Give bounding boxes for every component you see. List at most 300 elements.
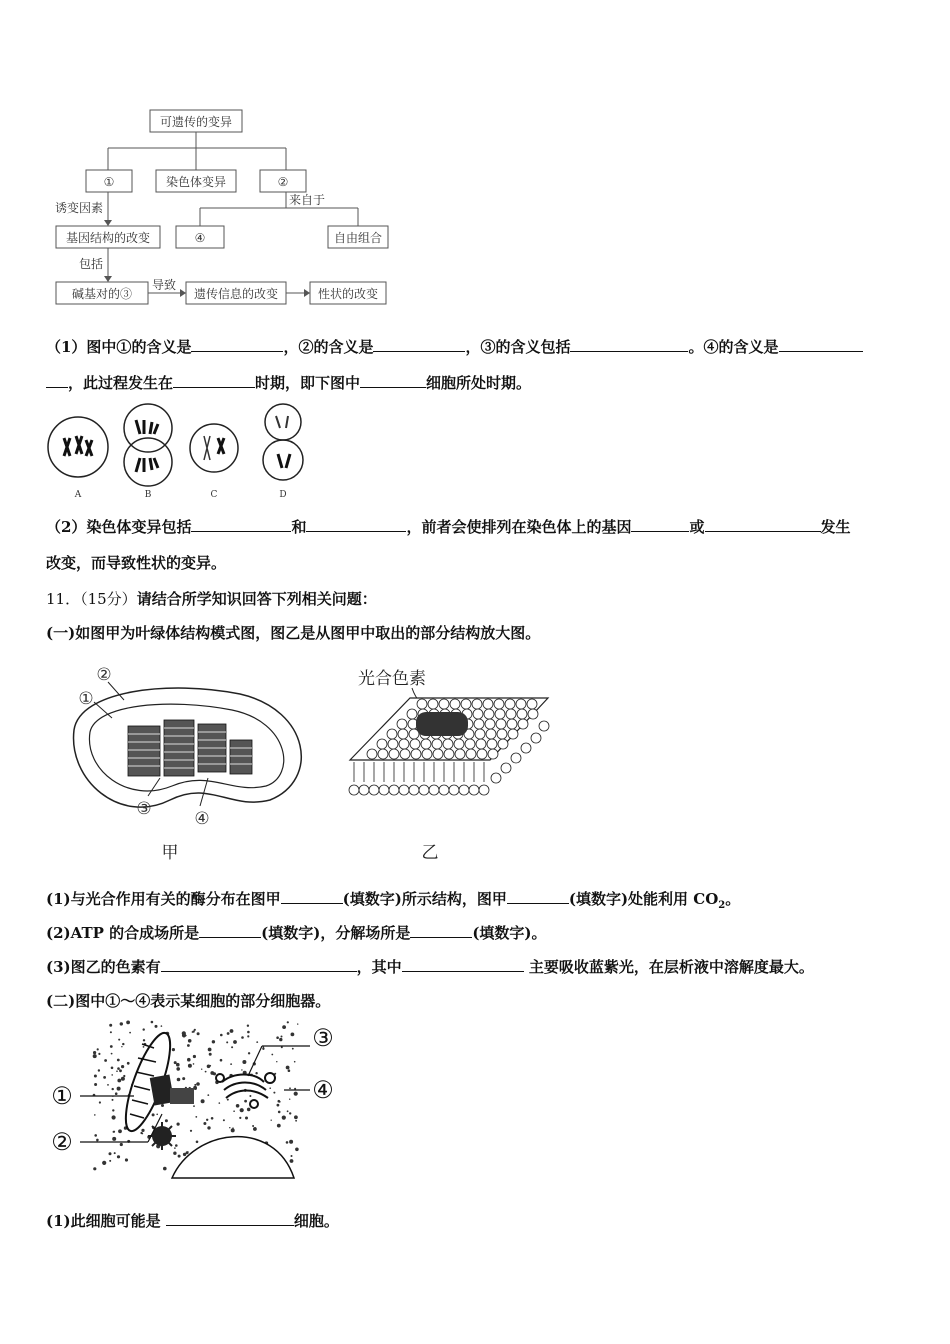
- cytoplasm-dot: [140, 1132, 142, 1134]
- q1-line2: [46, 372, 531, 393]
- q2-line2: 改变，而导致性状的变异。: [46, 554, 227, 572]
- cell-division-figure: [40, 400, 320, 504]
- cytoplasm-dot: [125, 1158, 128, 1161]
- cytoplasm-dot: [236, 1104, 240, 1108]
- lipid-head: [475, 729, 485, 739]
- t1-text-b: 细胞。: [293, 1212, 339, 1230]
- cytoplasm-dot: [294, 1092, 298, 1096]
- cytoplasm-dot: [295, 1120, 297, 1122]
- text-gene-change: 基因结构的改变: [65, 231, 151, 245]
- cytoplasm-dot: [115, 1092, 118, 1095]
- cytoplasm-dot: [289, 1087, 291, 1089]
- q11-s3: [46, 956, 814, 977]
- cytoplasm-dot: [116, 1070, 118, 1072]
- cytoplasm-dot: [247, 1025, 249, 1027]
- text-from: 来自于: [288, 193, 326, 207]
- cytoplasm-dot: [151, 1021, 154, 1024]
- s3-blank-2[interactable]: [402, 957, 524, 972]
- cytoplasm-dot: [190, 1130, 192, 1132]
- lipid-head: [422, 749, 432, 759]
- lipid-head: [378, 749, 388, 759]
- q1-blank-6[interactable]: [360, 373, 426, 388]
- cytoplasm-dot: [288, 1069, 291, 1072]
- cytoplasm-dot: [129, 1032, 131, 1034]
- lipid-head: [417, 699, 427, 709]
- cytoplasm-dot: [211, 1117, 214, 1120]
- lipid-head: [461, 699, 471, 709]
- s1-text-a: (1)与光合作用有关的酶分布在图甲: [46, 890, 281, 908]
- cytoplasm-dot: [117, 1155, 120, 1158]
- lipid-head: [476, 739, 486, 749]
- cytoplasm-dot: [220, 1034, 223, 1037]
- chloroplast-figure: [60, 660, 310, 870]
- cytoplasm-dot: [93, 1054, 97, 1058]
- cytoplasm-dot: [277, 1124, 281, 1128]
- cytoplasm-dot: [279, 1038, 282, 1041]
- cytoplasm-dot: [269, 1087, 271, 1089]
- q11-t1: [46, 1210, 339, 1231]
- lipid-head: [439, 699, 449, 709]
- t1-blank-1[interactable]: [166, 1211, 294, 1226]
- cytoplasm-dot: [249, 1095, 251, 1097]
- cytoplasm-dot: [208, 1048, 212, 1052]
- cytoplasm-dot: [103, 1076, 106, 1079]
- label-cell-a: A: [74, 490, 82, 500]
- cytoplasm-dot: [94, 1075, 97, 1078]
- cytoplasm-dot: [113, 1131, 115, 1133]
- cytoplasm-dot: [226, 1041, 228, 1043]
- cytoplasm-dot: [291, 1155, 293, 1157]
- cytoplasm-dot: [174, 1147, 176, 1149]
- text-root: 可遗传的变异: [159, 115, 233, 129]
- cytoplasm-dot: [109, 1152, 112, 1155]
- cytoplasm-dot: [152, 1113, 155, 1116]
- cytoplasm-dot: [126, 1021, 130, 1025]
- cytoplasm-dot: [117, 1067, 120, 1070]
- lipid-head: [496, 719, 506, 729]
- lipid-head: [516, 699, 526, 709]
- cytoplasm-dot: [176, 1063, 180, 1067]
- lipid-head: [388, 739, 398, 749]
- cytoplasm-dot: [248, 1052, 250, 1054]
- q2-text-c: ，前者会使排列在染色体上的基因: [406, 518, 632, 536]
- s3-text-b: ，其中: [356, 958, 402, 976]
- lipid-head: [450, 699, 460, 709]
- cytoplasm-dot: [277, 1104, 280, 1107]
- text-trait-change: 性状的改变: [317, 287, 379, 301]
- cytoplasm-dot: [120, 1022, 123, 1025]
- cytoplasm-dot: [111, 1053, 113, 1055]
- cytoplasm-dot: [289, 1112, 291, 1114]
- cytoplasm-dot: [110, 1031, 112, 1033]
- s3-blank-1[interactable]: [161, 957, 357, 972]
- pigment-label: 光合色素: [358, 669, 426, 689]
- lipid-head: [495, 709, 505, 719]
- q1-blank-3[interactable]: [570, 337, 688, 352]
- q1-text-b: ，②的含义是: [283, 338, 374, 356]
- lipid-head: [473, 709, 483, 719]
- cytoplasm-dot: [193, 1105, 195, 1107]
- lipid-head: [485, 719, 495, 729]
- cytoplasm-dot: [209, 1065, 211, 1067]
- cytoplasm-dot: [112, 1109, 114, 1111]
- cytoplasm-dot: [177, 1123, 180, 1126]
- golgi-apparatus: [216, 1073, 275, 1108]
- cell-d: [263, 404, 303, 480]
- lipid-head: [399, 739, 409, 749]
- q11-title: 请结合所学知识回答下列相关问题：: [136, 590, 377, 608]
- cytoplasm-dot: [233, 1110, 235, 1112]
- lipid-head: [487, 739, 497, 749]
- cytoplasm-dot: [230, 1063, 232, 1065]
- q2-text-b: 和: [291, 518, 307, 536]
- cytoplasm-dot: [244, 1100, 247, 1103]
- cytoplasm-dot: [188, 1039, 192, 1043]
- cytoplasm-dot: [241, 1069, 242, 1070]
- label-cell-b: B: [144, 490, 152, 500]
- cytoplasm-dot: [197, 1032, 200, 1035]
- cytoplasm-dot: [295, 1148, 299, 1152]
- cytoplasm-dot: [287, 1110, 289, 1112]
- organelle-figure: [44, 1018, 344, 1180]
- cytoplasm-dot: [297, 1023, 298, 1024]
- q2-blank-3[interactable]: [631, 517, 689, 532]
- q1-blank-4b[interactable]: [46, 373, 68, 388]
- cytoplasm-dot: [187, 1151, 189, 1153]
- cytoplasm-dot: [193, 1063, 195, 1065]
- cytoplasm-dot: [233, 1040, 237, 1044]
- cytoplasm-dot: [122, 1043, 124, 1045]
- cytoplasm-dot: [109, 1160, 111, 1162]
- q11-sec2: (二)图中①～④表示某细胞的部分细胞器。: [46, 992, 331, 1010]
- q1-text-e: ，此过程发生在: [68, 374, 174, 392]
- cytoplasm-dot: [282, 1025, 286, 1029]
- s2-text-c: (填数字)。: [472, 924, 547, 942]
- cytoplasm-dot: [203, 1122, 206, 1125]
- cytoplasm-dot: [255, 1072, 257, 1074]
- cytoplasm-dot: [118, 1039, 120, 1041]
- lipid-head: [465, 739, 475, 749]
- t1-text-a: (1)此细胞可能是: [46, 1212, 166, 1230]
- lipid-head: [477, 749, 487, 759]
- cytoplasm-dot: [97, 1048, 99, 1050]
- q11-sec1: (一)如图甲为叶绿体结构模式图，图乙是从图甲中取出的部分结构放大图。: [46, 624, 541, 642]
- cytoplasm-dot: [279, 1101, 281, 1103]
- cytoplasm-dot: [112, 1099, 114, 1101]
- cytoplasm-dot: [94, 1134, 97, 1137]
- cytoplasm-dot: [290, 1159, 294, 1163]
- cytoplasm-dot: [121, 1046, 122, 1047]
- lipid-head: [506, 709, 516, 719]
- cytoplasm-dot: [98, 1053, 100, 1055]
- cytoplasm-dot: [187, 1044, 190, 1047]
- cytoplasm-dot: [196, 1141, 199, 1144]
- lipid-head: [497, 729, 507, 739]
- cytoplasm-dot: [245, 1117, 248, 1120]
- text-induce: 诱变因素: [54, 201, 104, 215]
- cytoplasm-dot: [240, 1108, 244, 1112]
- q1-blank-4[interactable]: [779, 337, 863, 352]
- q2-blank-2[interactable]: [306, 517, 406, 532]
- lipid-head: [432, 739, 442, 749]
- lipid-head: [483, 699, 493, 709]
- cytoplasm-dot: [123, 1075, 125, 1077]
- q2-text-a: （2）染色体变异包括: [46, 518, 192, 536]
- nucleus: [172, 1137, 294, 1178]
- s2-text-b: (填数字)，分解场所是: [261, 924, 411, 942]
- s1-sub: 2: [718, 900, 726, 911]
- lipid-head: [455, 749, 465, 759]
- lipid-head: [494, 699, 504, 709]
- lipid-head: [389, 749, 399, 759]
- lipid-head: [421, 739, 431, 749]
- org-label-1: ①: [51, 1082, 73, 1110]
- cell-c: [190, 424, 238, 472]
- q2-blank-4[interactable]: [705, 517, 821, 532]
- cytoplasm-dot: [94, 1114, 96, 1116]
- lipid-head: [411, 749, 421, 759]
- cytoplasm-dot: [289, 1140, 293, 1144]
- text-c3: ②: [277, 175, 289, 189]
- lipid-head: [454, 739, 464, 749]
- cytoplasm-dot: [209, 1053, 212, 1056]
- cytoplasm-dot: [121, 1065, 124, 1068]
- cytoplasm-dot: [229, 1127, 230, 1128]
- q2-text-e: 发生: [820, 518, 851, 536]
- cytoplasm-dot: [182, 1077, 185, 1080]
- org-label-4: ④: [312, 1076, 334, 1104]
- cytoplasm-dot: [104, 1059, 107, 1062]
- q1-blank-1[interactable]: [191, 337, 283, 352]
- lipid-head: [472, 699, 482, 709]
- q11-s2: [46, 922, 547, 943]
- q2-line1: [46, 516, 851, 537]
- thylakoid-membrane-figure: [340, 660, 560, 870]
- cytoplasm-dot: [262, 1048, 264, 1050]
- q11-s1: [46, 888, 740, 911]
- q1-blank-5[interactable]: [173, 373, 255, 388]
- cytoplasm-dot: [93, 1167, 96, 1170]
- lipid-head: [398, 729, 408, 739]
- chl-label-3: ③: [136, 799, 152, 819]
- cytoplasm-dot: [194, 1087, 197, 1090]
- cytoplasm-dot: [112, 1137, 116, 1141]
- cytoplasm-dot: [98, 1069, 100, 1071]
- s2-blank-1[interactable]: [199, 923, 261, 938]
- cytoplasm-dot: [177, 1078, 181, 1082]
- cytoplasm-dot: [161, 1104, 164, 1107]
- cytoplasm-dot: [188, 1064, 192, 1068]
- q1-text-c: ，③的含义包括: [465, 338, 571, 356]
- cytoplasm-dot: [241, 1036, 244, 1039]
- cytoplasm-dot: [252, 1125, 254, 1127]
- cytoplasm-dot: [201, 1099, 205, 1103]
- s2-text-a: (2)ATP 的合成场所是: [46, 924, 200, 942]
- cell-b: [124, 404, 172, 486]
- s1-blank-2[interactable]: [507, 889, 569, 904]
- lipid-head: [377, 739, 387, 749]
- s1-blank-1[interactable]: [281, 889, 343, 904]
- cytoplasm-dot: [239, 1117, 241, 1119]
- cytoplasm-dot: [174, 1061, 177, 1064]
- cytoplasm-dot: [110, 1045, 113, 1048]
- cytoplasm-dot: [276, 1036, 279, 1039]
- cytoplasm-dot: [212, 1040, 215, 1043]
- cytoplasm-dot: [271, 1120, 272, 1121]
- cytoplasm-dot: [271, 1054, 273, 1056]
- cytoplasm-dot: [141, 1129, 144, 1132]
- cell-a: [48, 417, 108, 477]
- org-label-3: ③: [312, 1024, 334, 1052]
- cytoplasm-dot: [207, 1094, 209, 1096]
- s1-text-b: (填数字)所示结构，图甲: [342, 890, 507, 908]
- cytoplasm-dot: [196, 1082, 200, 1086]
- cytoplasm-dot: [112, 1088, 114, 1090]
- lipid-head: [528, 709, 538, 719]
- text-include: 包括: [78, 257, 104, 271]
- cytoplasm-dot: [247, 1108, 251, 1112]
- cytoplasm-dot: [93, 1051, 96, 1054]
- lipid-head: [527, 699, 537, 709]
- cytoplasm-dot: [127, 1062, 130, 1065]
- lipid-head: [433, 749, 443, 759]
- cytoplasm-dot: [143, 1028, 145, 1030]
- cytoplasm-dot: [227, 1032, 230, 1035]
- q11-header: [46, 588, 377, 609]
- lipid-head: [387, 729, 397, 739]
- cytoplasm-dot: [253, 1127, 257, 1131]
- lipid-head: [518, 719, 528, 729]
- cytoplasm-dot: [286, 1066, 290, 1070]
- lipid-head: [410, 739, 420, 749]
- lipid-head: [466, 749, 476, 759]
- lipid-head: [474, 719, 484, 729]
- text-c1: ①: [103, 175, 115, 189]
- cytoplasm-dot: [220, 1059, 223, 1062]
- cytoplasm-dot: [292, 1048, 294, 1050]
- q2-blank-1[interactable]: [191, 517, 291, 532]
- q11-number: 11．（15分）: [46, 590, 137, 608]
- text-lead: 导致: [151, 278, 177, 292]
- cytoplasm-dot: [117, 1059, 120, 1062]
- cytoplasm-dot: [178, 1155, 181, 1158]
- cytoplasm-dot: [175, 1144, 178, 1147]
- cytoplasm-dot: [278, 1111, 281, 1114]
- q1-line1: [46, 336, 863, 357]
- cytoplasm-dot: [201, 1069, 202, 1070]
- cytoplasm-dot: [176, 1067, 180, 1071]
- lipid-head: [400, 749, 410, 759]
- q2-text-d: 或: [689, 518, 705, 536]
- lipid-head: [505, 699, 515, 709]
- cytoplasm-dot: [247, 1035, 249, 1037]
- s1-text-c: (填数字)处能利用 CO: [568, 890, 719, 908]
- cytoplasm-dot: [286, 1141, 289, 1144]
- cytoplasm-dot: [96, 1140, 97, 1141]
- cytoplasm-dot: [207, 1126, 210, 1129]
- cytoplasm-dot: [231, 1046, 233, 1048]
- cytoplasm-dot: [112, 1115, 116, 1119]
- cytoplasm-dot: [120, 1143, 123, 1146]
- cytoplasm-dot: [219, 1102, 221, 1104]
- cytoplasm-dot: [276, 1061, 277, 1062]
- cytoplasm-dot: [195, 1116, 197, 1118]
- cytoplasm-dot: [193, 1055, 196, 1058]
- q1-text-g: 细胞所处时期。: [426, 374, 532, 392]
- cytoplasm-dot: [291, 1033, 295, 1037]
- label-cell-c: C: [210, 490, 218, 500]
- text-base-pair: 碱基对的③: [71, 287, 133, 301]
- cytoplasm-dot: [173, 1152, 176, 1155]
- lipid-head: [407, 709, 417, 719]
- cytoplasm-dot: [94, 1083, 97, 1086]
- cytoplasm-dot: [143, 1039, 145, 1041]
- cytoplasm-dot: [227, 1099, 229, 1101]
- org-label-2: ②: [51, 1128, 73, 1156]
- cytoplasm-dot: [223, 1119, 225, 1121]
- cytoplasm-dot: [247, 1031, 250, 1034]
- lipid-head: [517, 709, 527, 719]
- cytoplasm-dot: [194, 1084, 196, 1086]
- s2-blank-2[interactable]: [410, 923, 472, 938]
- cytoplasm-dot: [119, 1069, 122, 1072]
- cytoplasm-dot: [294, 1061, 296, 1063]
- cytoplasm-dot: [156, 1114, 158, 1116]
- cytoplasm-dot: [231, 1128, 235, 1132]
- q1-text-d: 。④的含义是: [688, 338, 779, 356]
- text-c4: ④: [194, 231, 206, 245]
- cytoplasm-dot: [273, 1092, 275, 1094]
- lipid-head: [486, 729, 496, 739]
- cytoplasm-dot: [294, 1115, 298, 1119]
- cytoplasm-dot: [187, 1058, 191, 1062]
- fig-jia-label: 甲: [161, 843, 179, 863]
- s3-text-a: (3)图乙的色素有: [46, 958, 161, 976]
- lipid-head: [508, 729, 518, 739]
- cytoplasm-dot: [118, 1129, 122, 1133]
- cytoplasm-dot: [206, 1119, 208, 1121]
- label-cell-d: D: [279, 490, 287, 500]
- lipid-head: [488, 749, 498, 759]
- cytoplasm-dot: [107, 1084, 109, 1086]
- q1-blank-2[interactable]: [373, 337, 465, 352]
- cytoplasm-dot: [256, 1041, 258, 1043]
- chl-label-1: ①: [78, 689, 94, 709]
- cytoplasm-dot: [143, 1046, 145, 1048]
- s3-text-c: 主要吸收蓝紫光，在层析液中溶解度最大。: [523, 958, 814, 976]
- lipid-head: [443, 739, 453, 749]
- lipid-head: [507, 719, 517, 729]
- pigment-cluster: [416, 712, 468, 736]
- text-free-combo: 自由组合: [333, 231, 383, 245]
- cytoplasm-dot: [281, 1036, 283, 1038]
- lipid-head: [428, 699, 438, 709]
- cytoplasm-dot: [183, 1153, 186, 1156]
- cytoplasm-dot: [165, 1119, 168, 1122]
- cytoplasm-dot: [289, 1099, 290, 1100]
- cytoplasm-dot: [205, 1071, 207, 1073]
- variation-flowchart: [40, 100, 400, 310]
- chl-label-2: ②: [96, 665, 112, 685]
- centriole: [148, 1074, 194, 1150]
- cytoplasm-dot: [155, 1025, 158, 1028]
- lipid-head: [397, 719, 407, 729]
- cytoplasm-dot: [242, 1060, 246, 1064]
- chl-label-4: ④: [194, 809, 210, 829]
- s1-text-d: 。: [725, 890, 741, 908]
- lipid-head: [498, 739, 508, 749]
- cytoplasm-dot: [161, 1025, 163, 1027]
